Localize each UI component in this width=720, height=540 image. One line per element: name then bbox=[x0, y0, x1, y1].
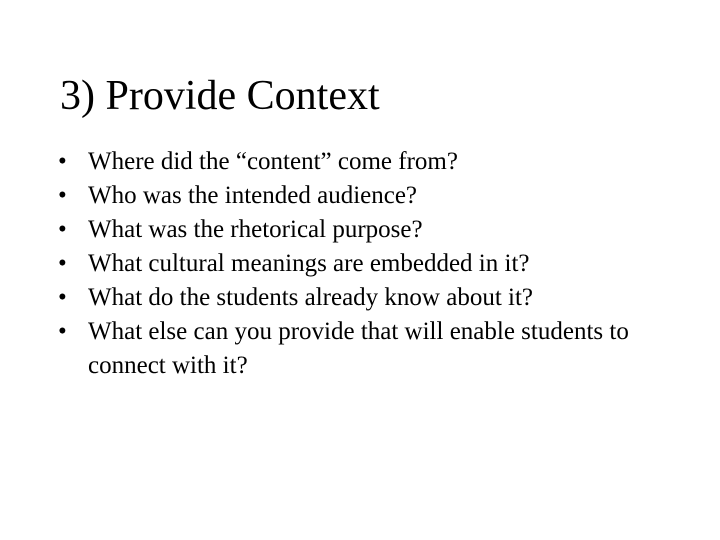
bullet-item bbox=[58, 247, 658, 281]
bullet-item bbox=[58, 179, 658, 213]
bullet-icon: • bbox=[58, 284, 67, 311]
bullet-item bbox=[58, 315, 658, 383]
bullet-item bbox=[58, 281, 658, 315]
bullet-list bbox=[58, 145, 658, 383]
bullet-text: What was the rhetorical purpose? bbox=[88, 216, 423, 243]
bullet-item bbox=[58, 145, 658, 179]
bullet-text: What cultural meanings are embedded in it? bbox=[88, 250, 530, 277]
bullet-item bbox=[58, 213, 658, 247]
bullet-icon: • bbox=[58, 148, 67, 175]
bullet-icon: • bbox=[58, 250, 67, 277]
bullet-icon: • bbox=[58, 216, 67, 243]
bullet-text: What else can you provide that will enable students to connect with it? bbox=[88, 318, 629, 379]
bullet-text: Where did the “content” come from? bbox=[88, 148, 458, 175]
bullet-icon: • bbox=[58, 182, 67, 209]
bullet-icon: • bbox=[58, 318, 67, 345]
slide-title: 3) Provide Context bbox=[60, 73, 380, 119]
bullet-text: What do the students already know about it? bbox=[88, 284, 534, 311]
bullet-text: Who was the intended audience? bbox=[88, 182, 418, 209]
